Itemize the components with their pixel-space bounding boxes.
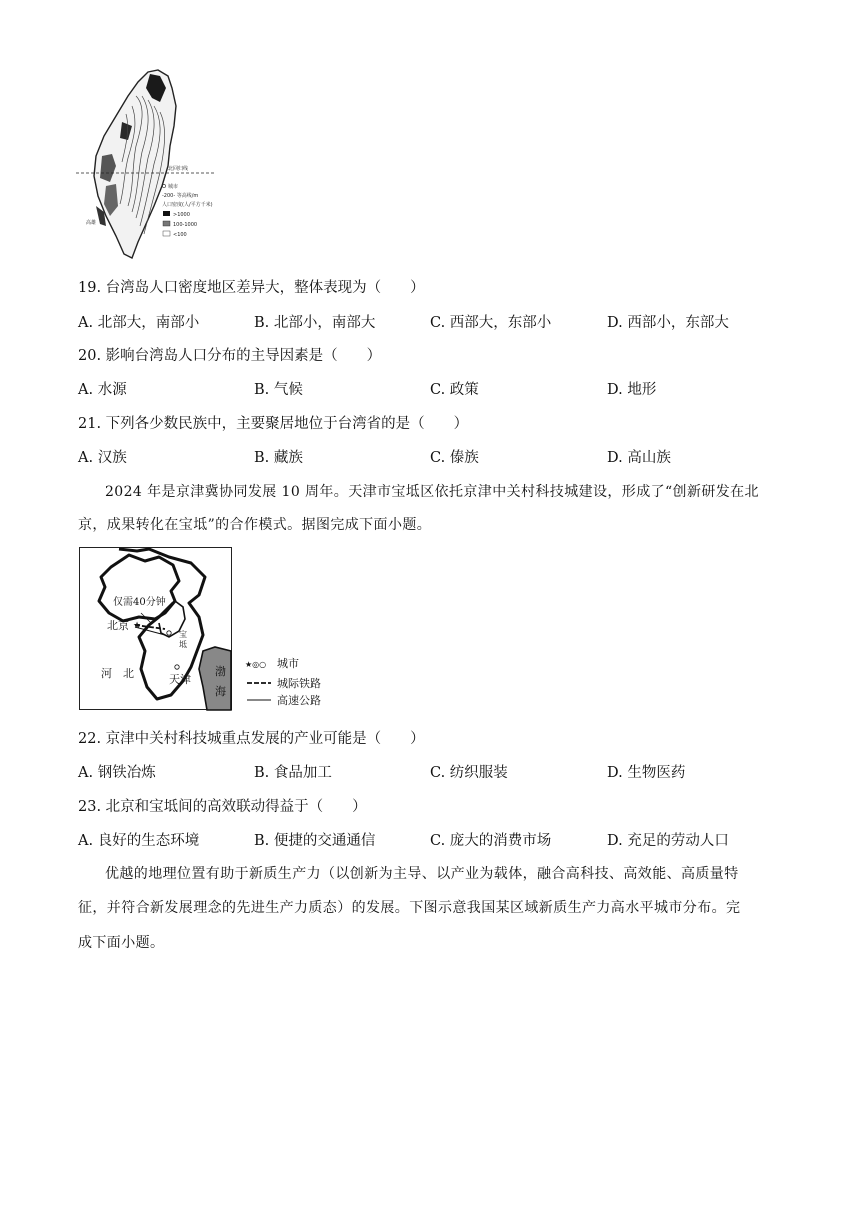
density-high-swatch [163,211,170,216]
question-23-option-c[interactable]: C. 庞大的消费市场 [430,833,552,849]
density-legend-title: 人口密度(人/平方千米) [162,202,213,208]
question-21-option-d[interactable]: D. 高山族 [607,450,671,466]
question-21-option-a[interactable]: A. 汉族 [78,450,127,466]
density-mid-swatch [163,221,170,226]
taiwan-population-map [76,66,216,262]
question-21-stem: 21. 下列各少数民族中，主要聚居地位于台湾省的是（ ） [78,416,469,432]
question-22-option-a[interactable]: A. 钢铁冶炼 [78,765,156,781]
density-mid-label: 100-1000 [173,222,198,228]
legend-rail-label: 城际铁路 [277,677,321,690]
question-21-option-b[interactable]: B. 藏族 [254,450,303,466]
bohai-label-2: 海 [215,685,226,698]
contour-legend-label: -200- 等高线/m [162,193,199,199]
question-20-option-b[interactable]: B. 气候 [254,382,303,398]
tianjin-label: 天津 [169,673,191,686]
tropic-label: 北回归线 [168,166,189,172]
beijing-label: 北京 [107,619,129,632]
question-20-option-a[interactable]: A. 水源 [78,382,127,398]
question-23-option-d[interactable]: D. 充足的劳动人口 [607,833,729,849]
bohai-label-1: 渤 [215,665,226,678]
baodi-city-icon [167,631,171,635]
beijing-star-icon: ★ [133,621,142,631]
jjj-map [79,547,341,711]
question-22-option-b[interactable]: B. 食品加工 [254,765,332,781]
question-23-option-b[interactable]: B. 便捷的交通通信 [254,833,376,849]
question-20-option-d[interactable]: D. 地形 [607,382,657,398]
hebei-label: 河 北 [101,667,134,680]
taiwan-map-graphic [76,66,216,262]
question-22-option-d[interactable]: D. 生物医药 [607,765,686,781]
legend-city-label: 城市 [277,657,299,670]
legend-highway-label: 高速公路 [277,694,321,707]
passage-2-line-3: 成下面小题。 [78,935,165,951]
question-23-option-a[interactable]: A. 良好的生态环境 [78,833,200,849]
question-19-option-c[interactable]: C. 西部大，东部小 [430,315,552,331]
question-19-option-b[interactable]: B. 北部小，南部大 [254,315,376,331]
tianjin-city-icon [175,665,179,669]
question-23-stem: 23. 北京和宝坻间的高效联动得益于（ ） [78,799,367,815]
question-21-option-c[interactable]: C. 傣族 [430,450,479,466]
density-low-label: <100 [173,232,187,238]
jjj-map-graphic [79,547,341,711]
question-22-option-c[interactable]: C. 纺织服装 [430,765,508,781]
question-20-stem: 20. 影响台湾岛人口分布的主导因素是（ ） [78,348,382,364]
city-name-label: 高雄 [86,220,97,226]
question-22-stem: 22. 京津中关村科技城重点发展的产业可能是（ ） [78,731,425,747]
passage-2-line-2: 征，并符合新发展理念的先进生产力质态）的发展。下图示意我国某区域新质生产力高水平城市分布。完 [78,900,741,916]
legend-city-icons: ★◎○ [245,660,267,669]
travel-time-label: 仅需40分钟 [113,597,166,608]
baodi-label-1: 宝 [179,630,187,639]
question-19-stem: 19. 台湾岛人口密度地区差异大，整体表现为（ ） [78,280,425,296]
density-high-label: >1000 [173,212,190,218]
passage-1-line-1: 2024 年是京津冀协同发展 10 周年。天津市宝坻区依托京津中关村科技城建设，形成了“创新研发在北 [105,484,759,500]
city-legend-icon [162,184,165,187]
question-20-option-c[interactable]: C. 政策 [430,382,479,398]
density-low-swatch [163,231,170,236]
passage-1-line-2: 京，成果转化在宝坻”的合作模式。据图完成下面小题。 [78,517,432,533]
baodi-label-2: 坻 [179,640,187,649]
city-legend-label: 城市 [168,184,179,190]
question-19-option-a[interactable]: A. 北部大，南部小 [78,315,200,331]
question-19-option-d[interactable]: D. 西部小，东部大 [607,315,729,331]
passage-2-line-1: 优越的地理位置有助于新质生产力（以创新为主导、以产业为载体，融合高科技、高效能、高质量特 [105,866,739,882]
